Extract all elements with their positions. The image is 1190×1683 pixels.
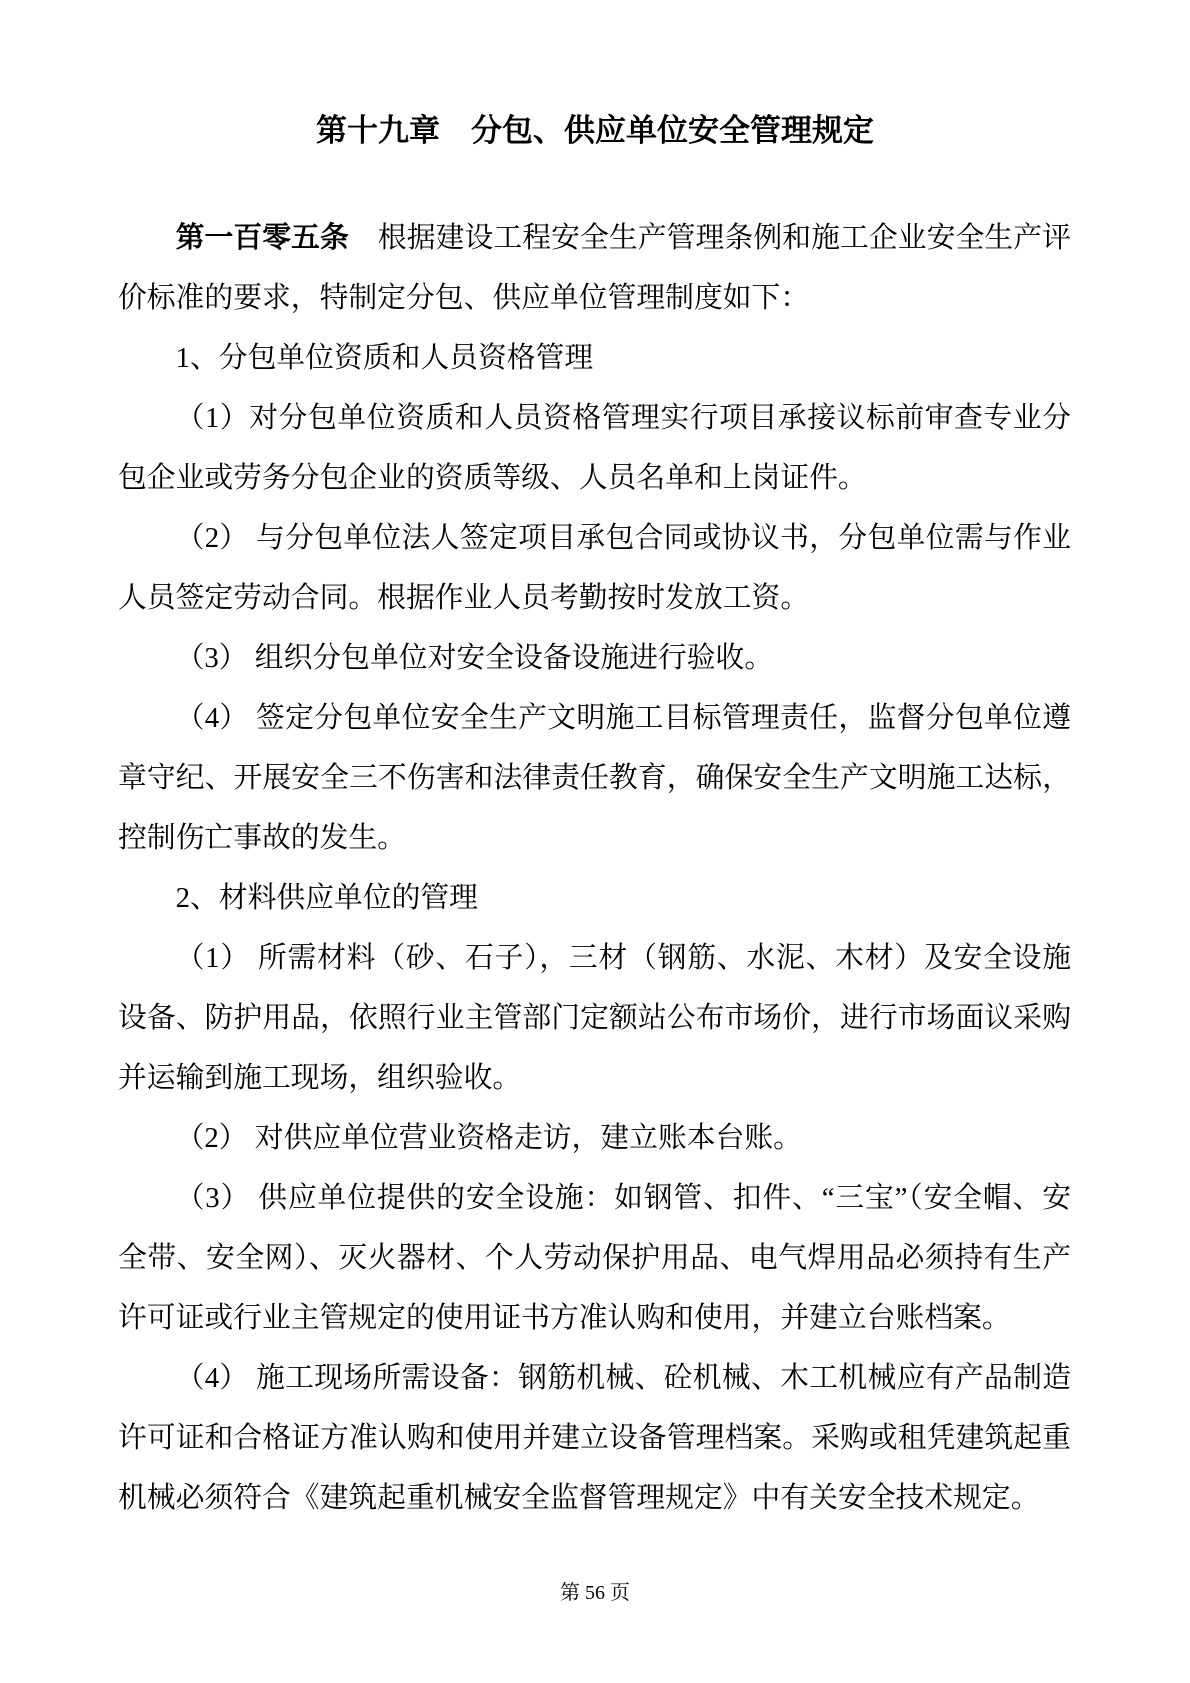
section-1-heading: 1、分包单位资质和人员资格管理 <box>175 342 594 374</box>
section-2-clause-2: （2） 对供应单位营业资格走访，建立账本台账。 <box>175 1122 802 1154</box>
section-2-clause-1: （1） 所需材料（砂、石子），三材（钢筋、水泥、木材）及安全设施设备、防护用品，依照行业主管部门定额站公布市场价，进行市场面议采购并运输到施工现场，组织验收。 <box>118 942 1071 1094</box>
chapter-title: 第十九章 分包、供应单位安全管理规定 <box>316 113 874 148</box>
section-2-clause-3: （3） 供应单位提供的安全设施：如钢管、扣件、“三宝”（安全帽、安全带、安全网）、灭火器材、个人劳动保护用品、电气焊用品必须持有生产许可证或行业主管规定的使用证书方准认购和使用，并建立台账档案。 <box>118 1182 1071 1334</box>
article-intro: 根据建设工程安全生产管理条例和施工企业安全生产评价标准的要求，特制定分包、供应单位管理制度如下： <box>118 222 1071 314</box>
section-1-clause-1: （1）对分包单位资质和人员资格管理实行项目承接议标前审查专业分包企业或劳务分包企业的资质等级、人员名单和上岗证件。 <box>118 402 1071 494</box>
document-body <box>118 208 1071 1528</box>
section-2-heading: 2、材料供应单位的管理 <box>175 882 478 914</box>
article-number: 第一百零五条 <box>175 222 349 254</box>
page-number: 第 56 页 <box>560 1582 630 1604</box>
section-2-clause-4: （4） 施工现场所需设备：钢筋机械、砼机械、木工机械应有产品制造许可证和合格证方准认购和使用并建立设备管理档案。采购或租凭建筑起重机械必须符合《建筑起重机械安全监督管理规定》中有关安全技术规定。 <box>118 1362 1071 1514</box>
section-1-clause-3: （3） 组织分包单位对安全设备设施进行验收。 <box>175 642 774 674</box>
section-1-clause-2: （2） 与分包单位法人签定项目承包合同或协议书，分包单位需与作业人员签定劳动合同。根据作业人员考勤按时发放工资。 <box>118 522 1071 614</box>
section-1-clause-4: （4） 签定分包单位安全生产文明施工目标管理责任，监督分包单位遵章守纪、开展安全三不伤害和法律责任教育，确保安全生产文明施工达标，控制伤亡事故的发生。 <box>118 702 1071 854</box>
article-paragraph <box>118 208 1071 328</box>
